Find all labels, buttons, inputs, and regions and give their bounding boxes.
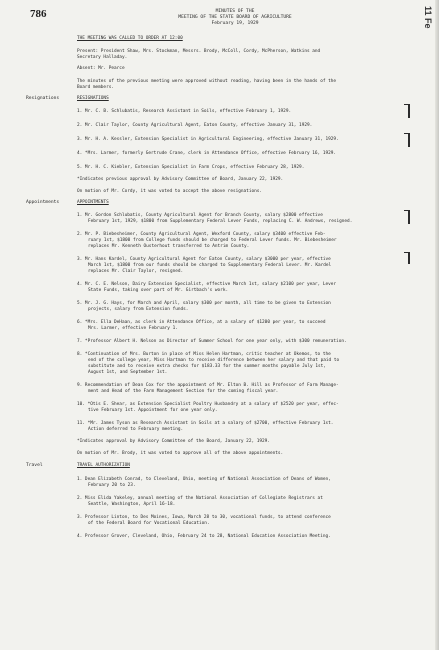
minutes-note-line-1: The minutes of the previous meeting were approved without reading, having been in the hands of the <box>77 79 337 84</box>
resignation-item: 1. Mr. C. B. Schlubatis, Research Assistant in Soils, effective February 1, 1929. <box>77 109 292 114</box>
resignation-item: 5. Mr. H. C. Kiebler, Extension Specialist in Farm Crops, effective February 28, 1929. <box>77 165 305 170</box>
call-to-order: THE MEETING WAS CALLED TO ORDER AT 12:00 <box>77 36 183 41</box>
resignation-item: 4. *Mrs. Larmer, formerly Gertrude Crane, clerk in Attendance Office, effective February 16, 1929. <box>77 151 337 156</box>
appointment-item-cont: State Funds, taking over part of Mr. Girtbach's work. <box>88 288 229 293</box>
page-number: 786 <box>30 8 47 20</box>
travel-item: 4. Professor Grover, Cleveland, Ohio, February 24 to 28, National Education Association Meeting. <box>77 534 331 539</box>
margin-resignations: Resignations <box>26 96 60 101</box>
margin-bracket-tick <box>404 133 409 134</box>
appointment-item: 3. Mr. Hans Kardel, County Agricultural Agent for Eaton County, salary $3000 per year, effective <box>77 257 331 262</box>
appointment-item-cont: February 1st, 1929, $1800 from Supplementary Federal Lever Funds, replacing C. W. Andrews, resigned. <box>88 219 353 224</box>
margin-bracket-tick <box>404 104 409 105</box>
page-edge-shadow <box>435 0 439 650</box>
appointment-item: 7. *Professor Albert H. Nelson as Director of Summer School for one year only, with $300 remuneration. <box>77 339 347 344</box>
travel-item: 3. Professor Linton, to Des Moines, Iowa, March 28 to 30, vocational funds, to attend conference <box>77 515 331 520</box>
travel-item-cont: February 20 to 23. <box>88 483 136 488</box>
appointments-motion: On motion of Mr. Brody, it was voted to approve all of the above appointments. <box>77 451 284 456</box>
appointment-item-cont: projects, salary from Extension funds. <box>88 307 189 312</box>
travel-item-cont: of the Federal Board for Vocational Education. <box>88 521 210 526</box>
margin-bracket <box>408 210 410 224</box>
header-title: MINUTES OF THE <box>215 9 255 14</box>
appointment-item-cont: replaces Mr. Clair Taylor, resigned. <box>88 269 184 274</box>
appointment-item-cont: ruary 1st, $1800 from College funds should be charged to Federal Lever funds. Mr. Biebesheimer <box>88 238 337 243</box>
header-subtitle: MEETING OF THE STATE BOARD OF AGRICULTURE <box>178 15 292 20</box>
margin-bracket-tick <box>404 210 409 211</box>
appointment-item: 2. Mr. P. Biebesheimer, County Agricultural Agent, Wexford County, salary $3400 effective Feb- <box>77 232 326 237</box>
appointment-item-cont: replaces Mr. Kenneth Ousterhout transferred to Antrim County. <box>88 244 250 249</box>
appointment-item: 5. Mr. J. G. Hays, for March and April, salary $300 per month, all time to be given to Extension <box>77 301 331 306</box>
appointment-item: 8. *Continuation of Mrs. Burton in place of Miss Helen Hartman, critic teacher at Okemos, to the <box>77 352 331 357</box>
margin-travel: Travel <box>26 463 43 468</box>
header-date: February 19, 1929 <box>211 21 259 26</box>
travel-heading: TRAVEL AUTHORIZATION <box>77 463 130 468</box>
appointment-item-cont: March 1st, $1800 from our funds should be charged to Supplementary Federal Lever. Mr. Kardel <box>88 263 332 268</box>
present-line-1: Present: President Shaw, Mrs. Stockman, Messrs. Brody, McColl, Cordy, McPherson, Watkins and <box>77 49 321 54</box>
absent-line: Absent: Mr. Pearce <box>77 66 125 71</box>
travel-item-cont: Seattle, Washington, April 16-18. <box>88 502 176 507</box>
travel-item: 2. Miss Elida Yakeley, annual meeting of the National Association of Collegiate Registrars at <box>77 496 323 501</box>
travel-item: 1. Dean Elizabeth Conrad, to Cleveland, Ohio, meeting of National Association of Deans of Women, <box>77 477 331 482</box>
appointment-item-cont: August 1st, and September 1st. <box>88 370 168 375</box>
resignation-item: 2. Mr. Clair Taylor, County Agricultural Agent, Eaton County, effective January 31, 1929. <box>77 123 313 128</box>
resignations-footnote: *Indicates previous approval by Advisory Committee of Board, January 22, 1929. <box>77 177 284 182</box>
appointment-item: 1. Mr. Gordon Schlubatis, County Agricultural Agent for Branch County, salary $2800 effective <box>77 213 323 218</box>
appointments-footnote: *Indicates approval by Advisory Committee of the Board, January 22, 1929. <box>77 439 270 444</box>
resignations-motion: On motion of Mr. Cordy, it was voted to accept the above resignations. <box>77 189 263 194</box>
appointment-item-cont: end of the college year, Miss Hartman to receive difference between her salary and that paid to <box>88 358 340 363</box>
margin-appointments: Appointments <box>26 200 60 205</box>
minutes-note-line-2: Board members. <box>77 85 115 90</box>
appointment-item-cont: Mrs. Larmer, effective February 1. <box>88 326 178 331</box>
margin-bracket <box>408 104 410 118</box>
appointment-item-cont: Action deferred to February meeting. <box>88 427 184 432</box>
appointment-item-cont: substitute and to receive extra checks for $183.33 for the summer months payable July 1st, <box>88 364 326 369</box>
resignation-item: 3. Mr. H. A. Kessler, Extension Specialist in Agricultural Engineering, effective January 31, 1929. <box>77 137 339 142</box>
resignations-heading: RESIGNATIONS <box>77 96 109 101</box>
appointment-item: 10. *Otis E. Shear, as Extension Specialist Poultry Husbandry at a salary of $2520 per year, effec- <box>77 402 339 407</box>
appointment-item-cont: tive February 1st. Appointment for one year only. <box>88 408 218 413</box>
appointment-item: 11. *Mr. James Tyson as Research Assistant in Soils at a salary of $2700, effective February 1st. <box>77 421 334 426</box>
appointments-heading: APPOINTMENTS <box>77 200 109 205</box>
margin-bracket <box>408 133 410 147</box>
present-line-2: Secretary Halladay. <box>77 55 128 60</box>
appointment-item: 4. Mr. C. E. Nelson, Dairy Extension Specialist, effective March 1st, salary $2100 per year, Lever <box>77 282 337 287</box>
margin-bracket <box>408 252 410 264</box>
appointment-item: 6. *Mrs. Ella DeHaan, as clerk in Attendance Office, at a salary of $1200 per year, to succeed <box>77 320 326 325</box>
appointment-item-cont: ment and Head of the Farm Management Section for the coming fiscal year. <box>88 389 279 394</box>
margin-bracket-tick <box>404 252 409 253</box>
appointment-item: 9. Recommendation of Dean Cox for the appointment of Mr. Elton B. Hill as Professor of Farm Manage- <box>77 383 339 388</box>
side-tab-label: 11 Fe <box>423 6 433 29</box>
